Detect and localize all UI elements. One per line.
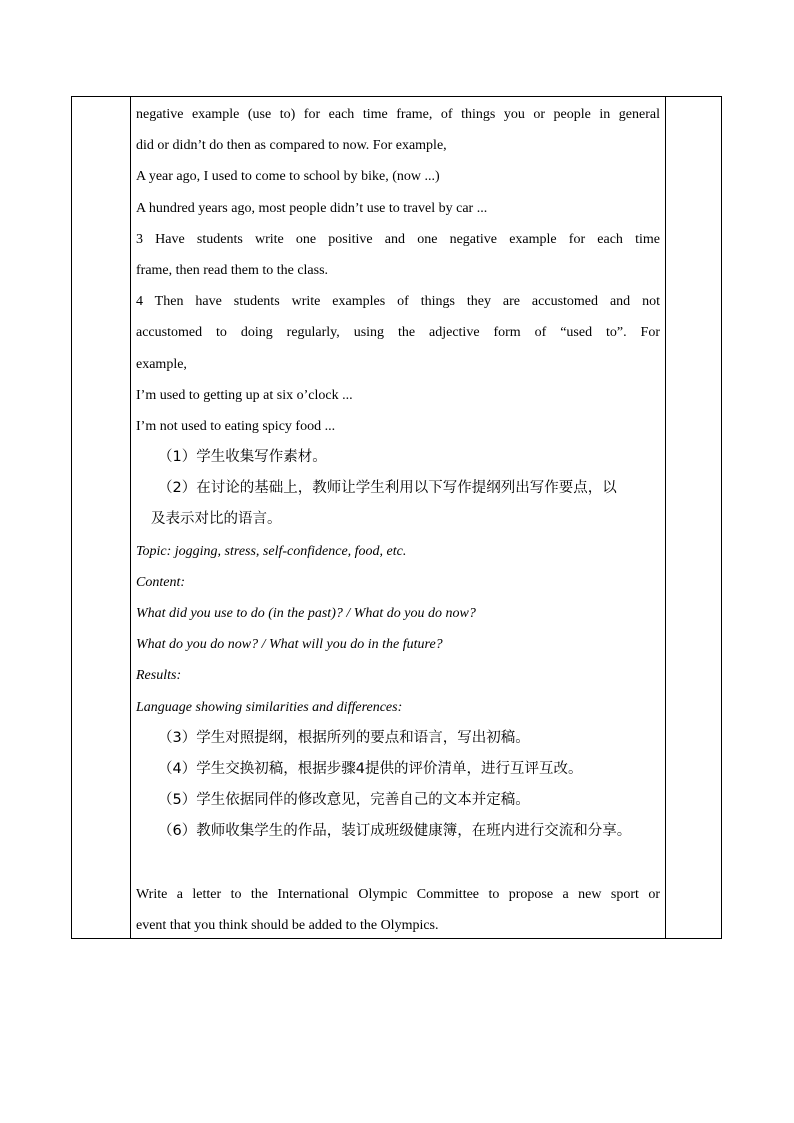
text-line: I’m not used to eating spicy food ... (136, 418, 336, 434)
text-line: example, (136, 356, 187, 372)
outline-content-label: Content: (136, 574, 185, 590)
text-line: negative example (use to) for each time frame, of things you or people in general (136, 107, 660, 122)
outline-results-label: Results: (136, 668, 182, 684)
lesson-plan-table (71, 96, 722, 939)
chinese-step-line: 及表示对比的语言。 (151, 511, 282, 528)
column-divider-left (130, 97, 131, 938)
chinese-step-line: （4）学生交换初稿，根据步骤4提供的评价清单，进行互评互改。 (158, 760, 583, 777)
text-line: A hundred years ago, most people didn’t use to travel by car ... (136, 200, 488, 216)
chinese-step-line: （1）学生收集写作素材。 (158, 449, 327, 466)
chinese-step-line: （3）学生对照提纲，根据所列的要点和语言，写出初稿。 (158, 729, 530, 746)
text-line: did or didn’t do then as compared to now. For example, (136, 138, 447, 154)
text-line: A year ago, I used to come to school by bike, (now ...) (136, 169, 440, 185)
text-line: Write a letter to the International Olympic Committee to propose a new sport or (136, 886, 660, 902)
text-line: 3 Have students write one positive and one negative example for each time (136, 231, 660, 247)
step-heading (136, 848, 660, 879)
chinese-step-line: （2）在讨论的基础上，教师让学生利用以下写作提纲列出写作要点，以 (158, 480, 617, 497)
text-line: event that you think should be added to the Olympics. (136, 917, 439, 933)
outline-question: What do you do now? / What will you do in the future? (136, 637, 443, 653)
text-line: 4 Then have students write examples of things they are accustomed and not (136, 294, 660, 310)
procedure-cell (136, 99, 660, 941)
chinese-step-line: （5）学生依据同伴的修改意见，完善自己的文本并定稿。 (158, 792, 530, 809)
outline-topic: Topic: jogging, stress, self-confidence, food, etc. (136, 543, 407, 559)
chinese-step-line: （6）教师收集学生的作品，装订成班级健康簿，在班内进行交流和分享。 (158, 823, 632, 840)
text-line: frame, then read them to the class. (136, 262, 329, 278)
outline-language-label: Language showing similarities and differences: (136, 699, 403, 715)
outline-question: What did you use to do (in the past)? / What do you do now? (136, 606, 476, 621)
text-line: accustomed to doing regularly, using the adjective form of “used to”. For (136, 325, 660, 341)
column-divider-right (665, 97, 666, 938)
text-line: I’m used to getting up at six o’clock ... (136, 387, 353, 403)
